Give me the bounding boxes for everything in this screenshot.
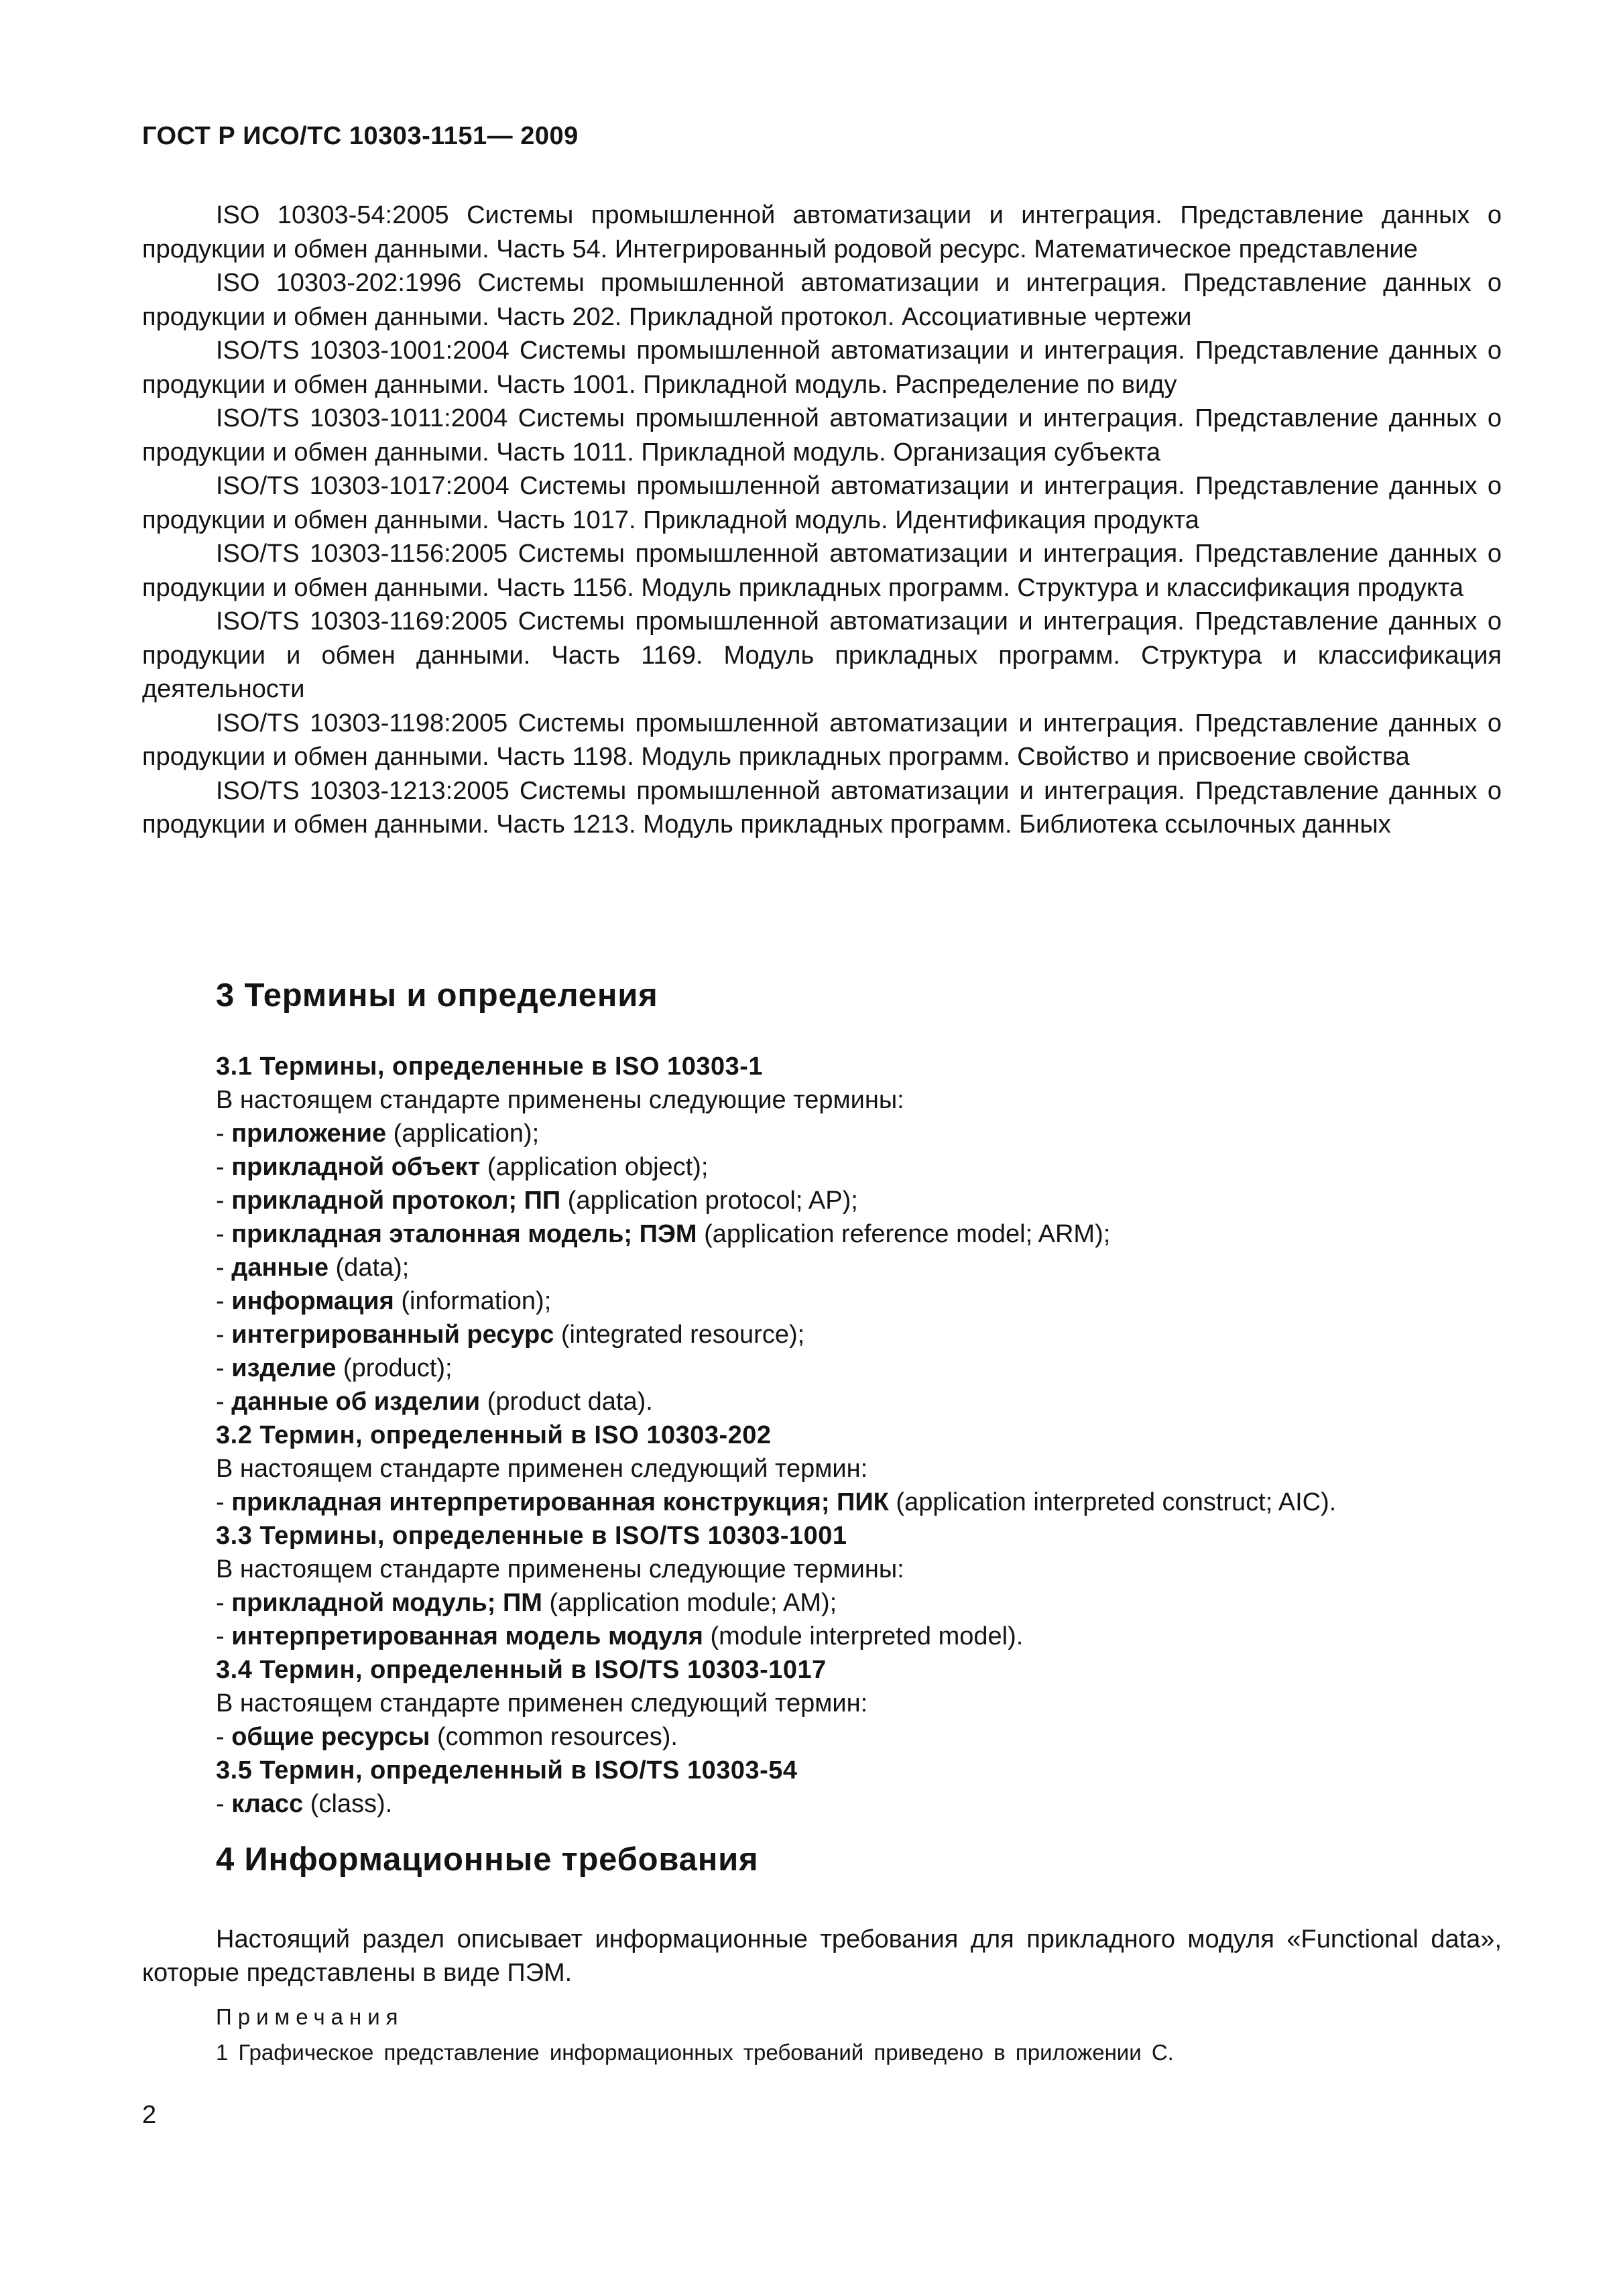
term-item: - данные об изделии (product data). [216,1388,653,1416]
subsection-title: 3.2 Термин, определенный в ISO 10303-202 [216,1421,772,1449]
term-item: - интерпретированная модель модуля (module interpreted model). [216,1622,1024,1650]
normative-references [142,198,1502,842]
term-name: класс [231,1790,304,1818]
note-item: 1 Графическое представление информационных требований приведено в приложении С. [216,2040,1174,2065]
reference-item: ISO/TS 10303-1169:2005 Системы промышленной автоматизации и интеграция. Представление данных о продукции и обмен данными. Часть 1169. Модуль прикладных программ. Структура и классификация деятельности [142,607,1502,703]
term-item: - прикладная интерпретированная конструкция; ПИК (application interpreted construct; AIC). [216,1488,1337,1516]
term-name: данные об изделии [231,1388,481,1416]
reference-item: ISO/TS 10303-1213:2005 Системы промышленной автоматизации и интеграция. Представление данных о продукции и обмен данными. Часть 1213. Модуль прикладных программ. Библиотека ссылочных данных [142,776,1502,839]
reference-item: ISO/TS 10303-1017:2004 Системы промышленной автоматизации и интеграция. Представление данных о продукции и обмен данными. Часть 1017. Прикладной модуль. Идентификация продукта [142,472,1502,534]
term-name: прикладной модуль; ПМ [231,1589,542,1617]
term-name: интегрированный ресурс [231,1321,554,1349]
term-name: прикладной протокол; ПП [231,1187,561,1215]
term-name: интерпретированная модель модуля [231,1622,703,1650]
section-3-heading: 3 Термины и определения [216,977,658,1014]
subsection-title: 3.5 Термин, определенный в ISO/TS 10303-54 [216,1756,798,1785]
term-item: - данные (data); [216,1254,410,1282]
section-4-intro: Настоящий раздел описывает информационные требования для прикладного модуля «Functional data», которые представлены в виде ПЭМ. [142,1925,1502,1987]
term-name: прикладная эталонная модель; ПЭМ [231,1220,697,1248]
term-name: общие ресурсы [231,1723,430,1751]
section-4-heading: 4 Информационные требования [216,1841,759,1878]
term-name: изделие [231,1354,337,1382]
subsection-intro: В настоящем стандарте применен следующий термин: [216,1689,868,1717]
reference-item: ISO/TS 10303-1011:2004 Системы промышленной автоматизации и интеграция. Представление данных о продукции и обмен данными. Часть 1011. Прикладной модуль. Организация субъекта [142,404,1502,467]
term-item: - прикладная эталонная модель; ПЭМ (application reference model; ARM); [216,1220,1111,1248]
reference-item: ISO/TS 10303-1198:2005 Системы промышленной автоматизации и интеграция. Представление данных о продукции и обмен данными. Часть 1198. Модуль прикладных программ. Свойство и присвоение свойства [142,709,1502,771]
document-header: ГОСТ Р ИСО/ТС 10303-1151— 2009 [142,122,579,150]
term-item: - изделие (product); [216,1354,453,1382]
term-name: данные [231,1254,328,1282]
subsection-title: 3.3 Термины, определенные в ISO/TS 10303-1001 [216,1522,847,1550]
subsection-intro: В настоящем стандарте применены следующие термины: [216,1555,904,1583]
subsection-intro: В настоящем стандарте применен следующий термин: [216,1455,868,1483]
reference-item: ISO/TS 10303-1001:2004 Системы промышленной автоматизации и интеграция. Представление данных о продукции и обмен данными. Часть 1001. Прикладной модуль. Распределение по виду [142,337,1502,399]
subsection-title: 3.1 Термины, определенные в ISO 10303-1 [216,1052,764,1081]
term-item: - прикладной модуль; ПМ (application module; AM); [216,1589,837,1617]
term-name: информация [231,1287,394,1315]
term-item: - прикладной протокол; ПП (application protocol; AP); [216,1187,858,1215]
subsection-intro: В настоящем стандарте применены следующие термины: [216,1086,904,1114]
term-item: - информация (information); [216,1287,552,1315]
term-item: - приложение (application); [216,1120,540,1148]
notes-title: Примечания [216,2004,404,2029]
page-number: 2 [142,2101,157,2129]
reference-item: ISO 10303-202:1996 Системы промышленной автоматизации и интеграция. Представление данных о продукции и обмен данными. Часть 202. Прикладной протокол. Ассоциативные чертежи [142,269,1502,331]
terms-list [216,1050,1503,1821]
reference-item: ISO/TS 10303-1156:2005 Системы промышленной автоматизации и интеграция. Представление данных о продукции и обмен данными. Часть 1156. Модуль прикладных программ. Структура и классификация продукта [142,540,1502,602]
subsection-title: 3.4 Термин, определенный в ISO/TS 10303-1017 [216,1656,827,1684]
term-item: - прикладной объект (application object); [216,1153,709,1181]
term-name: прикладной объект [231,1153,481,1181]
reference-item: ISO 10303-54:2005 Системы промышленной автоматизации и интеграция. Представление данных о продукции и обмен данными. Часть 54. Интегрированный родовой ресурс. Математическое представление [142,201,1502,263]
term-name: прикладная интерпретированная конструкция; ПИК [231,1488,889,1516]
term-item: - общие ресурсы (common resources). [216,1723,678,1751]
term-name: приложение [231,1120,387,1148]
term-item: - интегрированный ресурс (integrated resource); [216,1321,805,1349]
term-item: - класс (class). [216,1790,393,1818]
